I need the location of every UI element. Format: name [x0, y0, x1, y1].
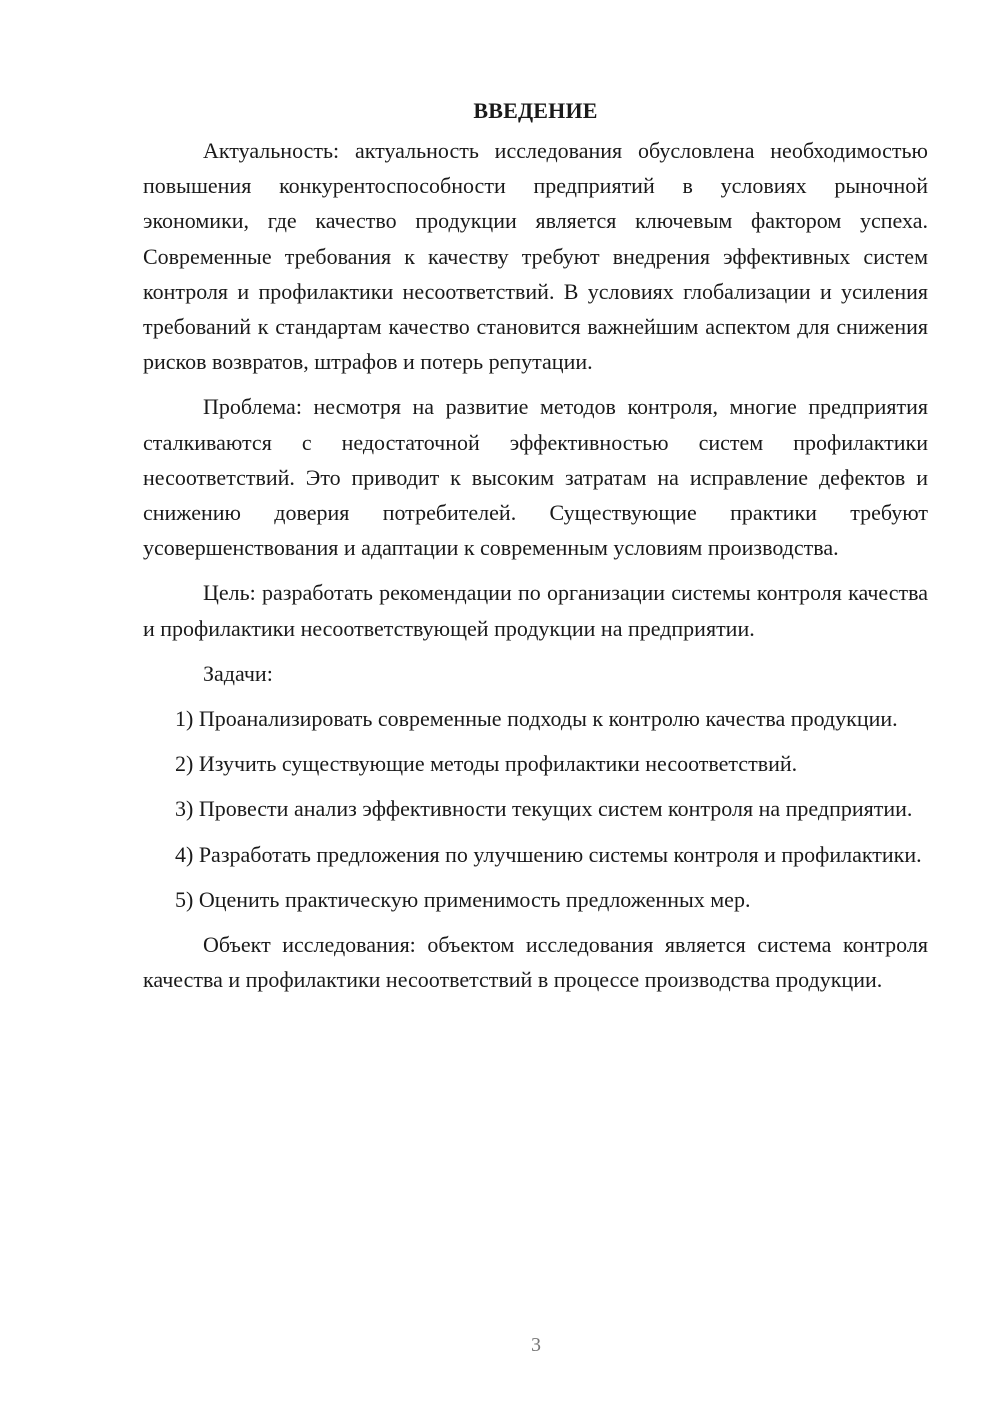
paragraph-relevance: Актуальность: актуальность исследования обусловлена необходимостью повышения конкурентоспособности предприятий в условиях рыночной экономики, где качество продукции является ключевым фактором успеха. Современные требования к качеству требуют внедрения эффективных систем контроля и профилактики несоответствий. В условиях глобализации и усиления требований к стандартам качество становится важнейшим аспектом для снижения рисков возвратов, штрафов и потерь репутации.: [143, 138, 928, 375]
task-item-4: 4) Разработать предложения по улучшению системы контроля и профилактики.: [175, 841, 922, 867]
page-number: 3: [531, 1334, 541, 1356]
paragraph-object: Объект исследования: объектом исследования является система контроля качества и профилактики несоответствий в процессе производства продукции.: [143, 932, 928, 993]
task-item-2: 2) Изучить существующие методы профилактики несоответствий.: [175, 751, 798, 777]
paragraph-goal: Цель: разработать рекомендации по организации системы контроля качества и профилактики несоответствующей продукции на предприятии.: [143, 580, 928, 641]
section-heading: ВВЕДЕНИЕ: [473, 98, 598, 123]
task-item-3: 3) Провести анализ эффективности текущих систем контроля на предприятии.: [175, 796, 913, 822]
task-item-1: 1) Проанализировать современные подходы к контролю качества продукции.: [175, 706, 898, 732]
paragraph-problem: Проблема: несмотря на развитие методов контроля, многие предприятия сталкиваются с недостаточной эффективностью систем профилактики несоответствий. Это приводит к высоким затратам на исправление дефектов и снижению доверия потребителей. Существующие практики требуют усовершенствования и адаптации к современным условиям производства.: [143, 394, 928, 561]
tasks-label: Задачи:: [203, 660, 273, 686]
document-page: [143, 93, 928, 1007]
task-item-5: 5) Оценить практическую применимость предложенных мер.: [175, 886, 751, 912]
